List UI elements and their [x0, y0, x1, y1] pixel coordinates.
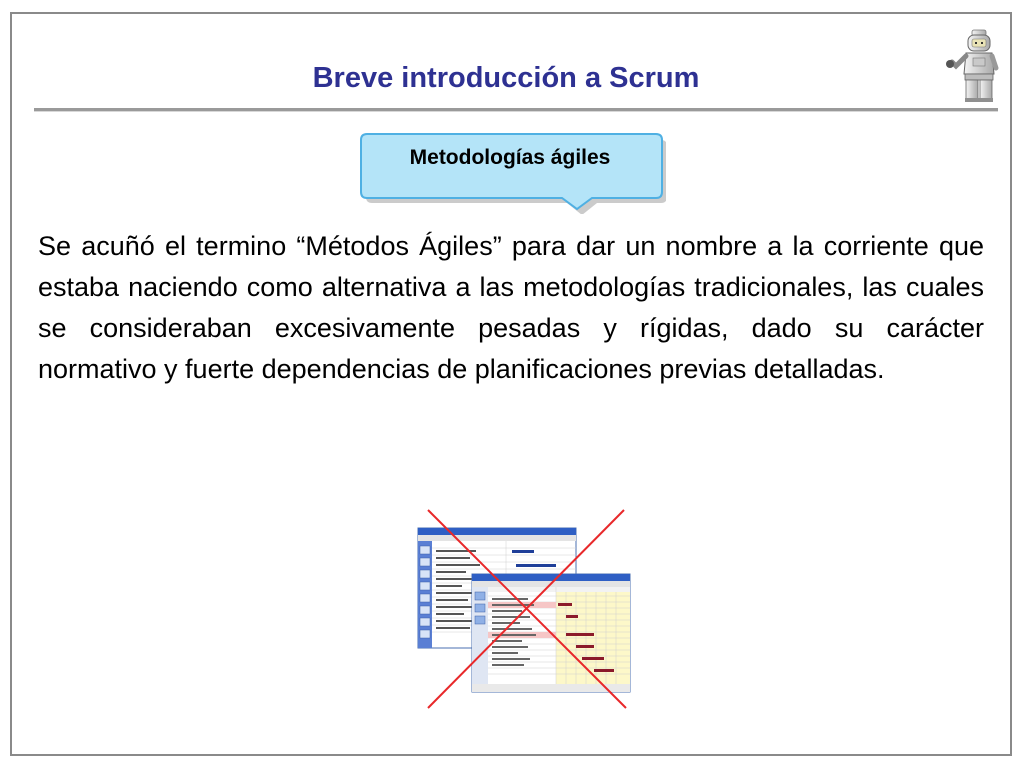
lego-astronaut-icon [944, 26, 1000, 104]
title-divider [34, 108, 998, 111]
callout-shape [360, 132, 666, 214]
callout-label: Metodologías ágiles [409, 146, 611, 169]
crossed-out-gantt-chart-icon [416, 506, 634, 712]
body-paragraph: Se acuñó el termino “Métodos Ágiles” para dar un nombre a la corriente que estaba naciendo como alternativa a las metodologías tradicionales, las cuales se consideraban excesivamente pesadas y rígidas, dado su carácter normativo y fuerte dependencias de planificaciones previas detalladas. [38, 231, 984, 384]
slide-title: Breve introducción a Scrum [312, 62, 700, 94]
callout-box [360, 132, 666, 214]
